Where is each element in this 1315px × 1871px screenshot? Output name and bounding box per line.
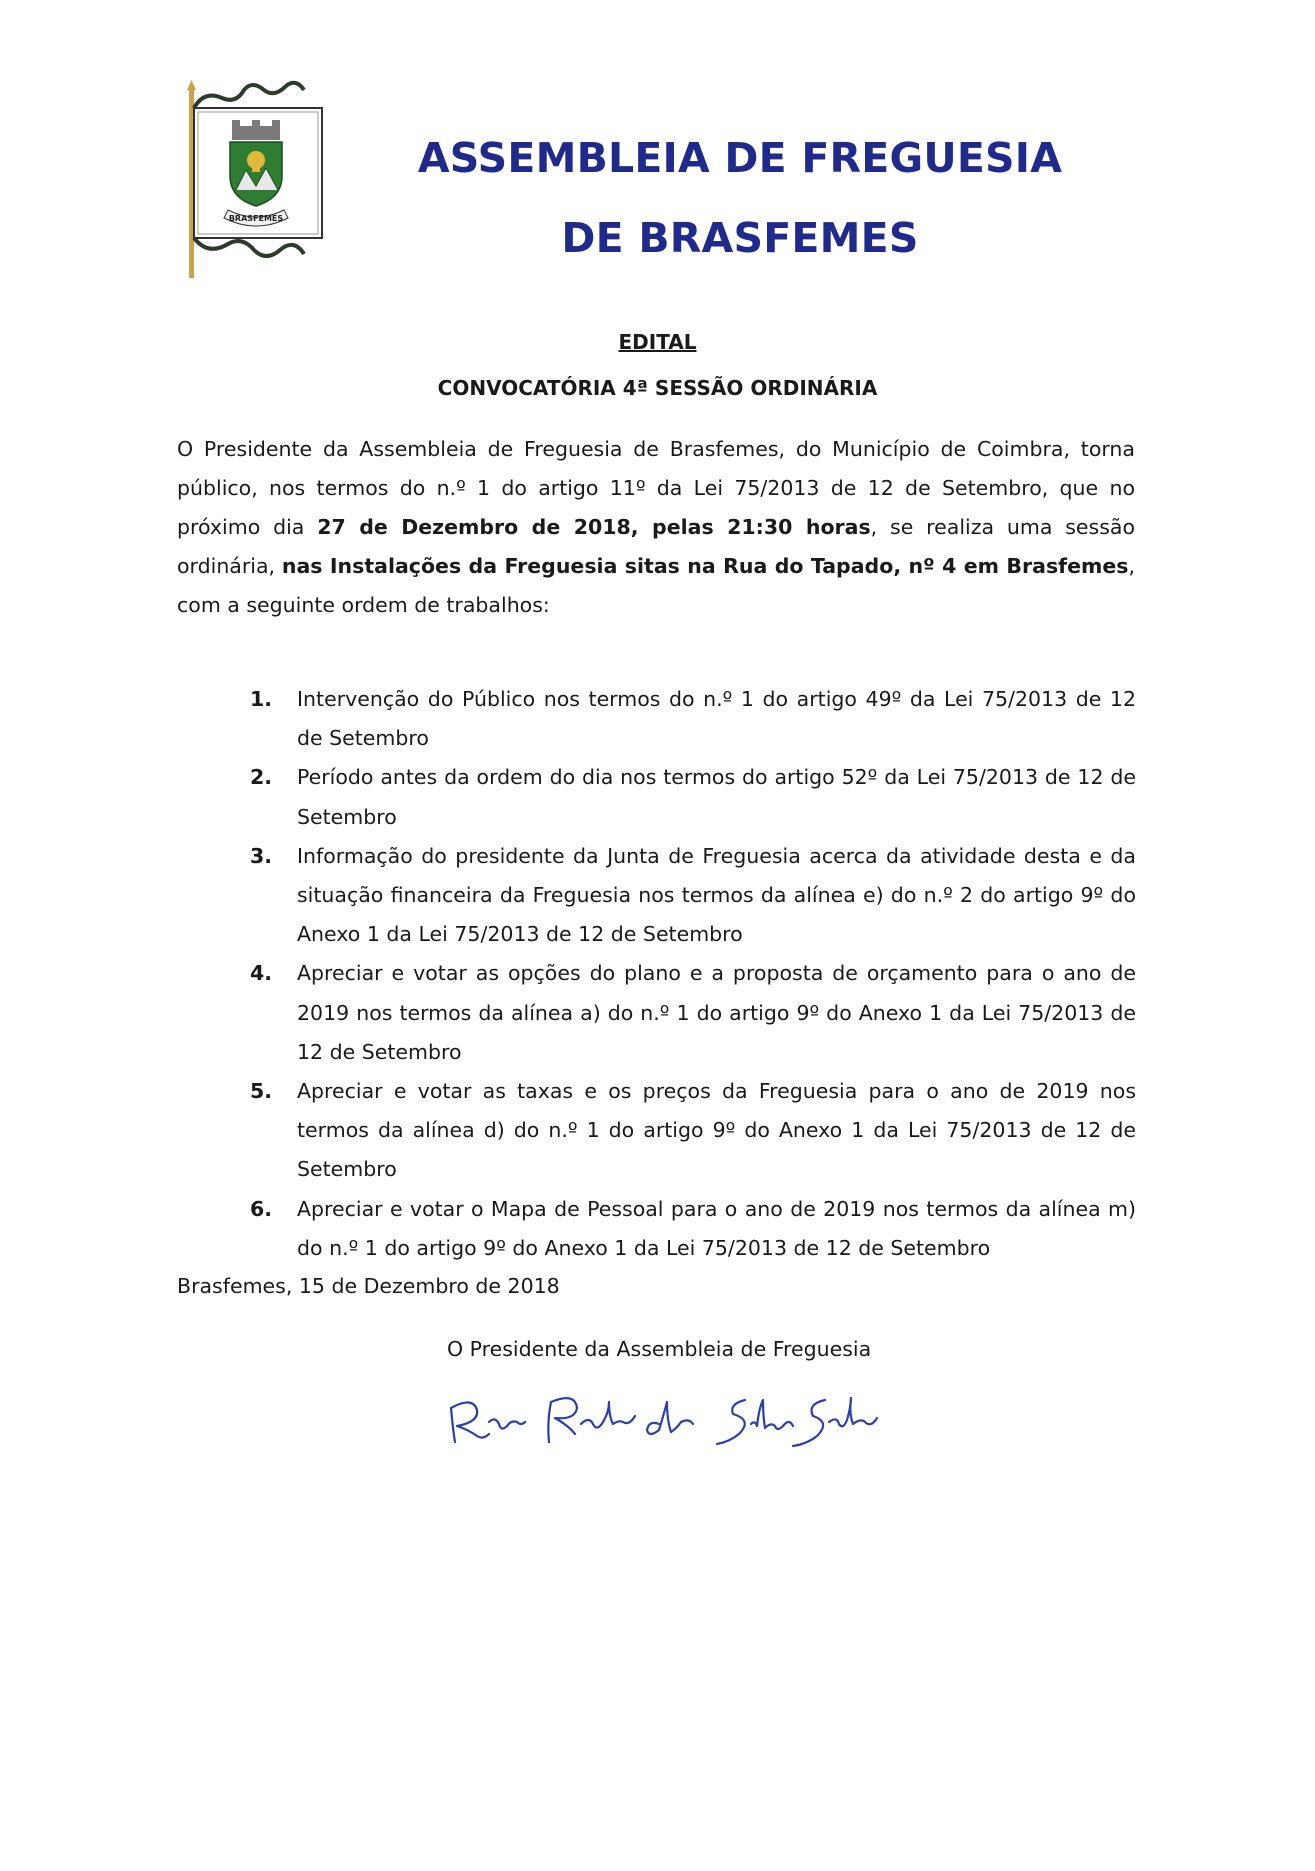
agenda-item xyxy=(250,680,1136,758)
agenda-item xyxy=(250,1190,1136,1268)
agenda-item-text: Apreciar e votar o Mapa de Pessoal para o ano de 2019 nos termos da alínea m) do n.º 1 do artigo 9º do Anexo 1 da Lei 75/2013 de 12 de Setembro xyxy=(297,1196,1136,1260)
intro-bold-date: 27 de Dezembro de 2018, pelas 21:30 horas xyxy=(317,515,871,539)
emblem-scroll-text: BRASFEMES xyxy=(228,214,284,223)
intro-text-2: , se realiza uma sessão ordinária, xyxy=(177,515,1135,578)
agenda-item xyxy=(250,1072,1136,1190)
intro-text-1: O Presidente da Assembleia de Freguesia de Brasfemes, do Município de Coimbra, torna público, nos termos do n.º 1 do artigo 11º da Lei 75/2013 de 12 de Setembro, que no próximo dia xyxy=(177,437,1135,539)
convocatoria-subtitle: CONVOCATÓRIA 4ª SESSÃO ORDINÁRIA xyxy=(437,376,878,400)
signatory-title: O Presidente da Assembleia de Freguesia xyxy=(447,1337,872,1361)
agenda-item-text: Apreciar e votar as opções do plano e a proposta de orçamento para o ano de 2019 nos termos da alínea a) do n.º 1 do artigo 9º do Anexo 1 da Lei 75/2013 de 12 de Setembro xyxy=(297,961,1136,1064)
parish-flag-emblem xyxy=(172,80,332,280)
agenda-item-text: Período antes da ordem do dia nos termos do artigo 52º da Lei 75/2013 de 12 de Setembro xyxy=(297,765,1136,829)
intro-paragraph xyxy=(177,430,1135,625)
agenda-item-number: 2. xyxy=(250,765,273,790)
agenda-list xyxy=(250,680,1136,1268)
agenda-item-text: Apreciar e votar as taxas e os preços da Freguesia para o ano de 2019 nos termos da alínea d) do n.º 1 do artigo 9º do Anexo 1 da Lei 75/2013 de 12 de Setembro xyxy=(297,1079,1136,1182)
intro-text-3: , com a seguinte ordem de trabalhos: xyxy=(177,554,1135,617)
intro-bold-location: nas Instalações da Freguesia sitas na Rua do Tapado, nº 4 em Brasfemes xyxy=(281,554,1129,578)
handwritten-signature xyxy=(445,1378,885,1458)
agenda-item-number: 5. xyxy=(250,1079,273,1104)
agenda-item xyxy=(250,837,1136,955)
agenda-item xyxy=(250,758,1136,836)
agenda-item-text: Intervenção do Público nos termos do n.º 1 do artigo 49º da Lei 75/2013 de 12 de Setembro xyxy=(297,687,1136,751)
agenda-item-number: 1. xyxy=(250,687,273,711)
edital-heading: EDITAL xyxy=(618,330,697,354)
agenda-item-number: 4. xyxy=(250,961,273,986)
agenda-item xyxy=(250,954,1136,1072)
place-and-date: Brasfemes, 15 de Dezembro de 2018 xyxy=(177,1274,560,1298)
agenda-item-text: Informação do presidente da Junta de Freguesia acerca da atividade desta e da situação financeira da Freguesia nos termos da alínea e) do n.º 2 do artigo 9º do Anexo 1 da Lei 75/2013 de 12 de Setembro xyxy=(297,843,1136,947)
agenda-item-number: 6. xyxy=(250,1196,273,1221)
agenda-item-number: 3. xyxy=(250,843,273,868)
title-line-1: ASSEMBLEIA DE FREGUESIA xyxy=(417,134,1063,182)
title-line-2: DE BRASFEMES xyxy=(561,214,919,262)
